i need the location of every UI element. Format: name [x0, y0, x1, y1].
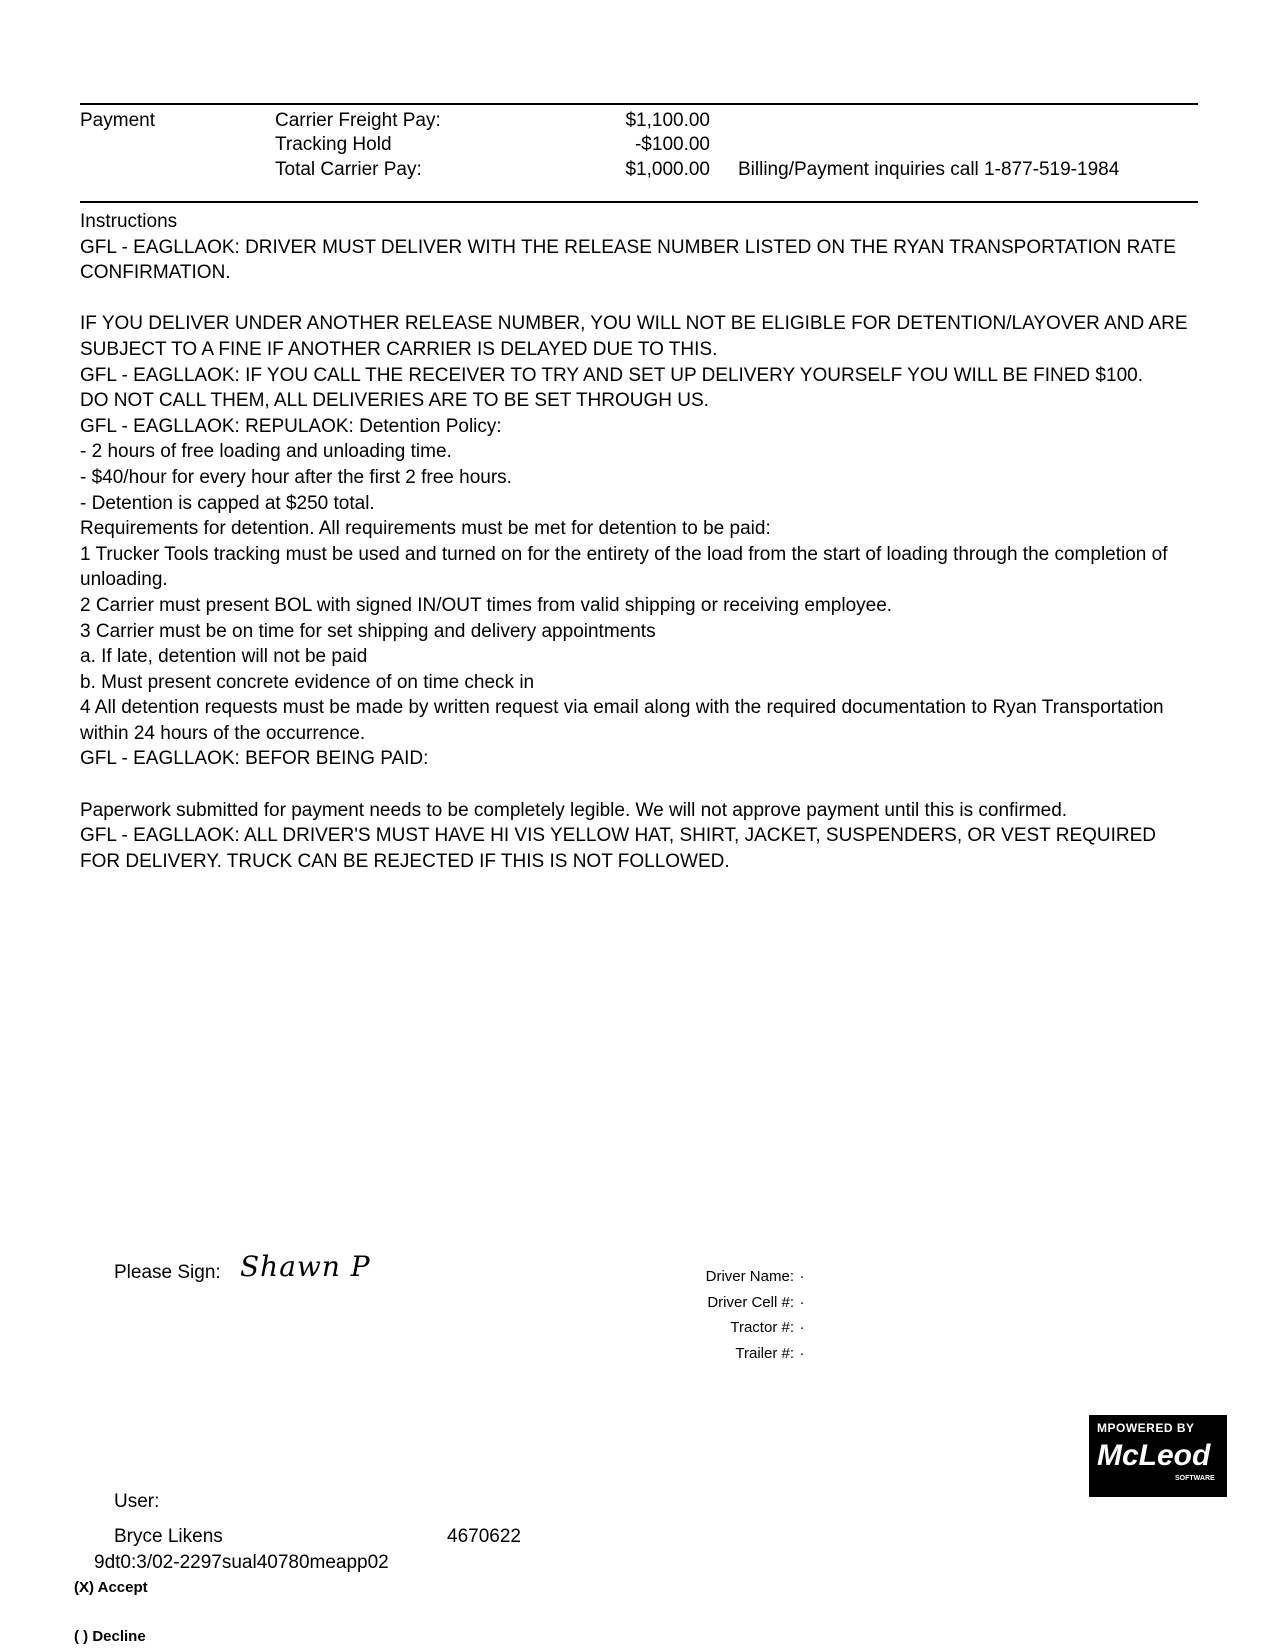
user-id: 4670622: [447, 1526, 521, 1547]
instruction-line: 1 Trucker Tools tracking must be used and turned on for the entirety of the load from the start of loading through the completion of unloading.: [80, 543, 1168, 591]
total-carrier-pay-label: Total Carrier Pay:: [275, 159, 422, 180]
carrier-freight-pay-amount: $1,100.00: [625, 110, 710, 131]
instruction-line: GFL - EAGLLAOK: REPULAOK: Detention Policy:: [80, 415, 502, 437]
instruction-line: - 2 hours of free loading and unloading time.: [80, 441, 452, 463]
driver-name-label: Driver Name:: [705, 1268, 794, 1285]
instruction-line: 3 Carrier must be on time for set shipping and delivery appointments: [80, 620, 656, 642]
user-name: Bryce Likens: [114, 1526, 223, 1547]
driver-fields: [640, 1264, 810, 1366]
instruction-line: - $40/hour for every hour after the first 2 free hours.: [80, 466, 512, 488]
instruction-line: 4 All detention requests must be made by written request via email along with the required documentation to Ryan Transportation within 24 hours of the occurrence.: [80, 697, 1164, 744]
instruction-line: IF YOU DELIVER UNDER ANOTHER RELEASE NUMBER, YOU WILL NOT BE ELIGIBLE FOR DETENTION/LAYOVER AND ARE SUBJECT TO A FINE IF ANOTHER CARRIER IS DELAYED DUE TO THIS.: [80, 313, 1188, 360]
instruction-line: Requirements for detention. All requirements must be met for detention to be paid:: [80, 518, 771, 540]
tractor-row: [640, 1315, 810, 1341]
driver-name-row: [640, 1264, 810, 1290]
tracking-hold-amount: -$100.00: [634, 134, 710, 155]
instructions-heading: Instructions: [80, 211, 178, 232]
logo-brand: McLeod: [1097, 1439, 1211, 1472]
driver-cell-label: Driver Cell #:: [707, 1293, 794, 1311]
total-carrier-pay-amount: $1,000.00: [625, 159, 710, 180]
trailer-label: Trailer #:: [735, 1344, 794, 1362]
driver-cell-value: ·: [799, 1293, 805, 1311]
driver-name-value: ·: [799, 1268, 805, 1285]
top-rule: [80, 103, 1198, 105]
logo-top-text: MPOWERED BY: [1097, 1421, 1195, 1435]
tractor-label: Tractor #:: [730, 1319, 794, 1336]
logo-sub-text: SOFTWARE: [1175, 1475, 1215, 1482]
instruction-line: GFL - EAGLLAOK: DRIVER MUST DELIVER WITH THE RELEASE NUMBER LISTED ON THE RYAN TRANSPORTATION RATE CONFIRMATION.: [80, 236, 1176, 284]
tractor-value: ·: [799, 1319, 805, 1336]
trailer-row: [640, 1341, 810, 1367]
sign-label: Please Sign:: [114, 1262, 221, 1283]
accept-option[interactable]: (X) Accept: [74, 1579, 148, 1596]
trailer-value: ·: [799, 1344, 805, 1362]
instruction-line: b. Must present concrete evidence of on time check in: [80, 671, 535, 693]
instruction-line: - Detention is capped at $250 total.: [80, 492, 375, 514]
instruction-blank-line: [80, 772, 1200, 798]
carrier-freight-pay-label: Carrier Freight Pay:: [275, 110, 441, 131]
driver-cell-row: [640, 1290, 810, 1316]
instruction-line: 2 Carrier must present BOL with signed IN/OUT times from valid shipping or receiving employee.: [80, 594, 893, 616]
instruction-line: GFL - EAGLLAOK: BEFOR BEING PAID:: [80, 748, 429, 770]
decline-option[interactable]: ( ) Decline: [74, 1628, 146, 1645]
instructions-section: [80, 209, 1200, 874]
instruction-line: GFL - EAGLLAOK: ALL DRIVER'S MUST HAVE HI VIS YELLOW HAT, SHIRT, JACKET, SUSPENDERS, OR VEST REQUIRED FOR DELIVERY. TRUCK CAN BE REJECTED IF THIS IS NOT FOLLOWED.: [80, 825, 1157, 872]
mcleod-logo: [1089, 1415, 1227, 1497]
instruction-blank-line: [80, 286, 1200, 312]
instruction-line: Paperwork submitted for payment needs to be completely legible. We will not approve payment until this is confirmed.: [80, 799, 1068, 821]
payment-bottom-rule: [80, 201, 1198, 203]
signature: Shawn P: [240, 1250, 371, 1283]
instruction-lines: [80, 235, 1200, 875]
payment-section-label: Payment: [80, 110, 155, 131]
user-meta: 9dt0:3/02-2297sual40780meapp02: [94, 1552, 389, 1573]
instruction-line: DO NOT CALL THEM, ALL DELIVERIES ARE TO BE SET THROUGH US.: [80, 390, 709, 412]
user-label: User:: [114, 1491, 160, 1512]
instruction-line: GFL - EAGLLAOK: IF YOU CALL THE RECEIVER TO TRY AND SET UP DELIVERY YOURSELF YOU WILL BE FINED $100.: [80, 364, 1143, 386]
billing-inquiry-text: Billing/Payment inquiries call 1-877-519-1984: [738, 159, 1120, 180]
instruction-line: a. If late, detention will not be paid: [80, 646, 368, 668]
tracking-hold-label: Tracking Hold: [275, 134, 392, 155]
